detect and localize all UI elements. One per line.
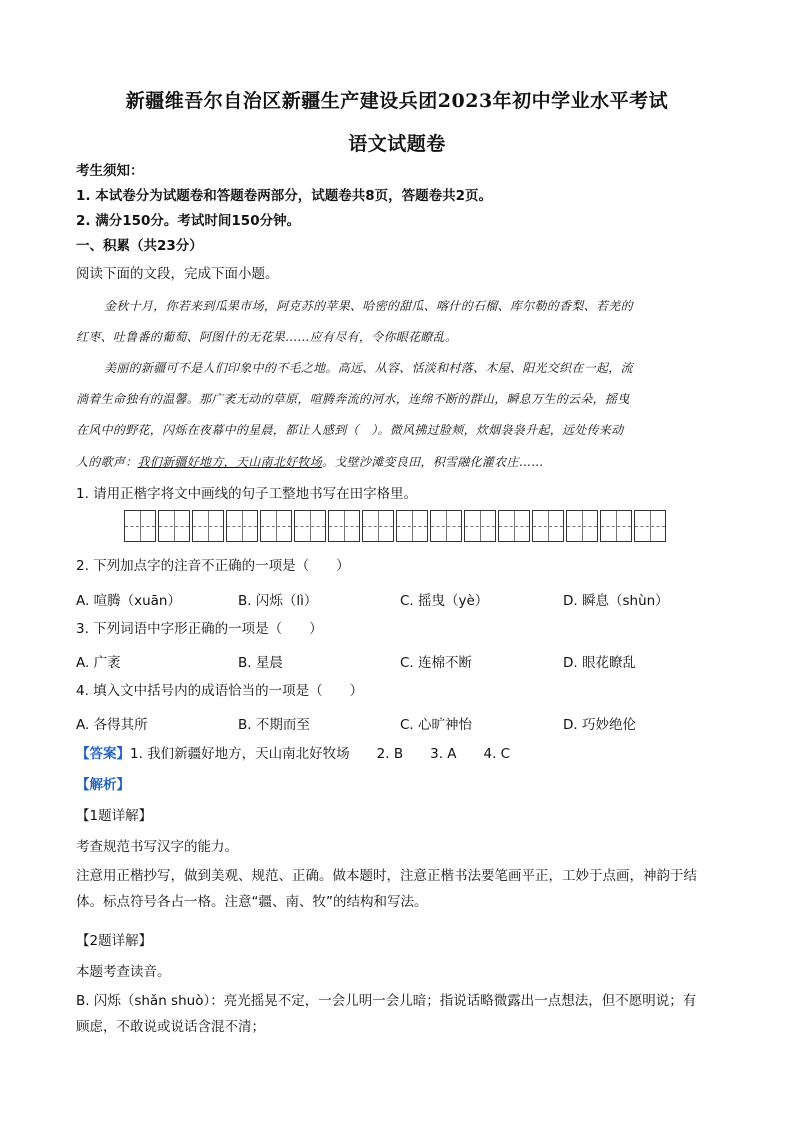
tianzige-cell[interactable] xyxy=(532,510,564,542)
question-1: 1. 请用正楷字将文中画线的句子工整地书写在田字格里。 xyxy=(76,486,418,502)
q1-detail-heading: 【1题详解】 xyxy=(76,808,153,824)
tianzige-cell[interactable] xyxy=(464,510,496,542)
tianzige-cell[interactable] xyxy=(396,510,428,542)
passage-p2-line2: 淌着生命独有的温馨。那广袤无动的草原，喧腾奔流的河水，连绵不断的群山，瞬息万生的云朵，摇曳 xyxy=(76,392,630,406)
q4-option-b[interactable]: B. 不期而至 xyxy=(238,717,310,733)
q2-detail-line: 本题考查读音。 xyxy=(76,964,171,980)
analysis-label: 【解析】 xyxy=(76,777,130,793)
passage-text: 人的歌声： xyxy=(76,455,138,469)
tianzige-cell[interactable] xyxy=(294,510,326,542)
q4-option-a[interactable]: A. 各得其所 xyxy=(76,717,148,733)
underlined-sentence: 我们新疆好地方，天山南北好牧场 xyxy=(137,455,323,469)
notice-heading: 考生须知： xyxy=(76,163,144,179)
exam-title: 新疆维吾尔自治区新疆生产建设兵团2023年初中学业水平考试 xyxy=(125,90,669,112)
q2-option-b[interactable]: B. 闪烁（lì） xyxy=(238,593,318,609)
tianzige-cell[interactable] xyxy=(566,510,598,542)
section-intro: 阅读下面的文段，完成下面小题。 xyxy=(76,266,279,282)
answer-label: 【答案】 xyxy=(76,746,130,762)
passage-p1-line2: 红枣、吐鲁番的葡萄、阿图什的无花果……应有尽有，令你眼花瞭乱。 xyxy=(76,330,458,344)
notice-item-1: 1. 本试卷分为试题卷和答题卷两部分，试题卷共8页，答题卷共2页。 xyxy=(76,188,493,204)
q3-option-d[interactable]: D. 眼花瞭乱 xyxy=(563,655,636,671)
q3-option-c[interactable]: C. 连棉不断 xyxy=(400,655,473,671)
tianzige-cell[interactable] xyxy=(260,510,292,542)
passage-text: 。戈壁沙滩变良田，积雪融化灌农庄…… xyxy=(322,455,544,469)
notice-item-2: 2. 满分150分。考试时间150分钟。 xyxy=(76,213,301,229)
question-4: 4. 填入文中括号内的成语恰当的一项是（ ） xyxy=(76,683,364,699)
tianzige-cell[interactable] xyxy=(226,510,258,542)
tianzige-cell[interactable] xyxy=(124,510,156,542)
tianzige-cell[interactable] xyxy=(158,510,190,542)
q1-detail-line: 考查规范书写汉字的能力。 xyxy=(76,839,238,855)
section-heading: 一、积累（共23分） xyxy=(76,238,203,254)
q4-option-c[interactable]: C. 心旷神怡 xyxy=(400,717,473,733)
q3-option-b[interactable]: B. 星晨 xyxy=(238,655,283,671)
answer-line xyxy=(76,745,716,763)
q2-option-d[interactable]: D. 瞬息（shùn） xyxy=(563,593,669,609)
passage-p2-line3: 在风中的野花，闪烁在夜幕中的星晨，都让人感到（ ）。微风拂过脸颊，炊烟袅袅升起，远处传来动 xyxy=(76,423,624,437)
tianzige-cell[interactable] xyxy=(362,510,394,542)
q2-detail-heading: 【2题详解】 xyxy=(76,933,153,949)
q2-detail-paragraph: B. 闪烁（shǎn shuò）：亮光摇晃不定，一会儿明一会儿暗；指说话略微露出一点想法，但不愿明说；有顾虑，不敢说或说话含混不清； xyxy=(76,993,697,1035)
tianzige-cell[interactable] xyxy=(328,510,360,542)
passage-p2-line1: 美丽的新疆可不是人们印象中的不毛之地。高远、从容、恬淡和村落、木屋、阳光交织在一起，流 xyxy=(104,361,633,375)
tianzige-grid[interactable] xyxy=(124,510,668,542)
passage-p1-line1: 金秋十月，你若来到瓜果市场，阿克苏的苹果、哈密的甜瓜、喀什的石榴、库尔勒的香梨、若羌的 xyxy=(104,299,633,313)
tianzige-cell[interactable] xyxy=(192,510,224,542)
tianzige-cell[interactable] xyxy=(498,510,530,542)
answer-text: 1. 我们新疆好地方，天山南北好牧场 2. B 3. A 4. C xyxy=(130,746,511,762)
exam-subtitle: 语文试题卷 xyxy=(348,133,446,155)
tianzige-cell[interactable] xyxy=(600,510,632,542)
question-2: 2. 下列加点字的注音不正确的一项是（ ） xyxy=(76,558,350,574)
q2-option-c[interactable]: C. 摇曳（yè） xyxy=(400,593,489,609)
q4-option-d[interactable]: D. 巧妙绝伦 xyxy=(563,717,636,733)
tianzige-cell[interactable] xyxy=(634,510,666,542)
q1-detail-paragraph: 注意用正楷抄写，做到美观、规范、正确。做本题时，注意正楷书法要笔画平正，工妙于点画，神韵于结体。标点符号各占一格。注意“疆、南、牧”的结构和写法。 xyxy=(76,868,697,910)
q2-option-a[interactable]: A. 喧腾（xuān） xyxy=(76,593,181,609)
passage-p2-line4 xyxy=(76,453,706,470)
q3-option-a[interactable]: A. 广袤 xyxy=(76,655,121,671)
question-3: 3. 下列词语中字形正确的一项是（ ） xyxy=(76,621,323,637)
tianzige-cell[interactable] xyxy=(430,510,462,542)
